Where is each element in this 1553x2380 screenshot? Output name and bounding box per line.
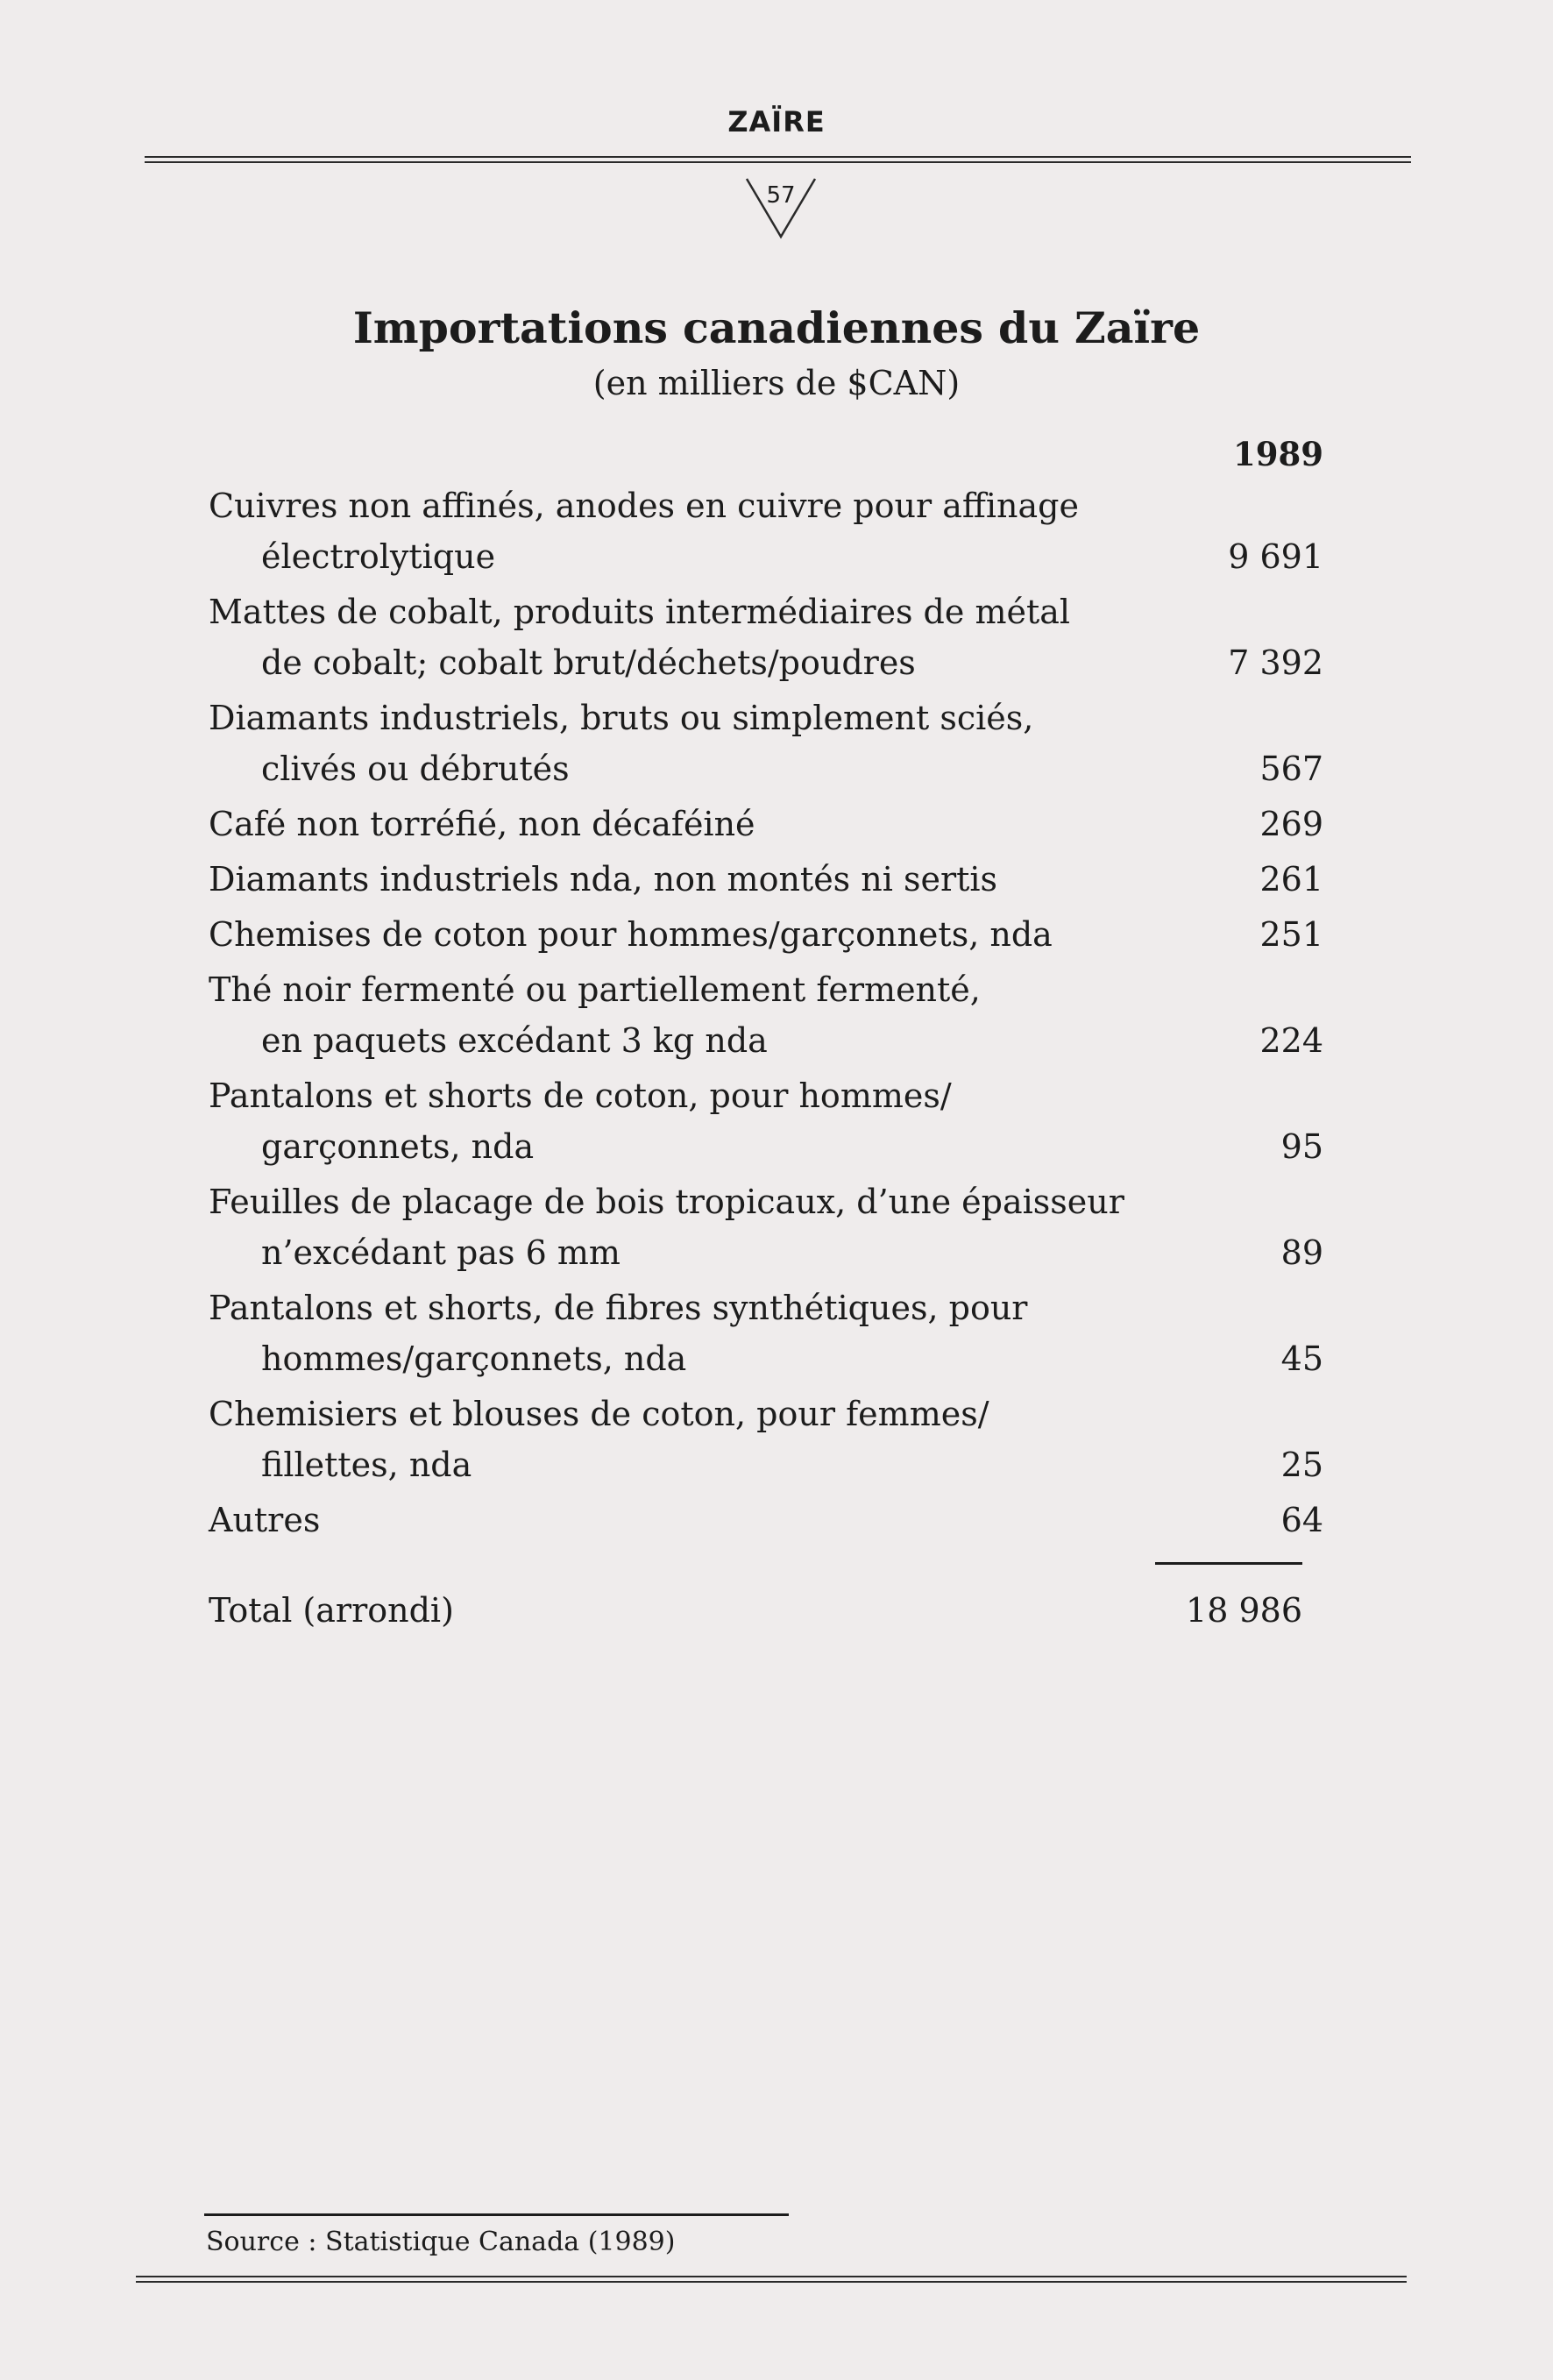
page-number-marker [741, 174, 820, 244]
total-rule [1155, 1562, 1302, 1565]
table-row [209, 1282, 1323, 1384]
row-description [209, 480, 1131, 582]
document-title: Importations canadiennes du Zaïre [352, 302, 1201, 353]
row-description [209, 854, 1131, 905]
row-description [209, 1389, 1131, 1490]
row-description [209, 586, 1131, 688]
row-description [209, 1070, 1131, 1172]
row-description-line1: Café non torréfié, non décaféiné [209, 805, 755, 843]
row-description-line2: clivés ou débrutés [261, 750, 570, 788]
table-row [209, 799, 1323, 849]
row-description-line2: fillettes, nda [261, 1446, 472, 1484]
row-value: 45 [1280, 1339, 1323, 1378]
table-row [209, 586, 1323, 688]
row-description [209, 964, 1131, 1066]
row-description-line1: Cuivres non affinés, anodes en cuivre pour affinage [209, 487, 1079, 525]
footer-rule-1 [136, 2276, 1407, 2277]
row-description-line2: en paquets excédant 3 kg nda [261, 1021, 768, 1060]
table-row [209, 909, 1323, 960]
table-row [209, 1070, 1323, 1172]
row-description [209, 799, 1131, 849]
row-value: 25 [1280, 1446, 1323, 1484]
row-value: 64 [1280, 1501, 1323, 1539]
row-description-line1: Autres [209, 1501, 321, 1539]
footer-rule-2 [136, 2281, 1407, 2283]
row-value: 567 [1259, 750, 1323, 788]
row-description [209, 693, 1131, 794]
table-row [209, 1495, 1323, 1545]
total-label: Total (arrondi) [209, 1591, 454, 1630]
row-description-line2: électrolytique [261, 537, 496, 576]
row-description-line1: Chemises de coton pour hommes/garçonnets, nda [209, 915, 1053, 954]
row-value: 7 392 [1228, 643, 1323, 682]
row-value: 269 [1259, 805, 1323, 843]
row-description [209, 1176, 1131, 1278]
table-row [209, 693, 1323, 794]
source-rule [204, 2213, 789, 2216]
row-description-line1: Thé noir fermenté ou partiellement fermenté, [209, 970, 981, 1009]
row-description-line1: Pantalons et shorts, de fibres synthétiques, pour [209, 1289, 1028, 1327]
row-description-line1: Diamants industriels, bruts ou simplement sciés, [209, 699, 1034, 737]
table-row [209, 480, 1323, 582]
table-row [209, 1389, 1323, 1490]
row-description-line2: n’excédant pas 6 mm [261, 1233, 620, 1272]
row-description-line1: Pantalons et shorts de coton, pour hommes/ [209, 1076, 952, 1115]
row-description-line2: garçonnets, nda [261, 1127, 535, 1166]
row-value: 95 [1280, 1127, 1323, 1166]
table-row [209, 854, 1323, 905]
header-rule-1 [145, 156, 1411, 158]
imports-table [209, 480, 1323, 1545]
document-subtitle: (en milliers de $CAN) [592, 364, 961, 402]
total-row [209, 1591, 1302, 1630]
header-rule-2 [145, 161, 1411, 163]
row-description [209, 1495, 1131, 1545]
row-value: 251 [1259, 915, 1323, 954]
row-description-line1: Mattes de cobalt, produits intermédiaires de métal [209, 593, 1071, 631]
table-row [209, 964, 1323, 1066]
row-value: 224 [1259, 1021, 1323, 1060]
row-value: 89 [1280, 1233, 1323, 1272]
row-value: 9 691 [1228, 537, 1323, 576]
source-note: Source : Statistique Canada (1989) [206, 2227, 676, 2257]
row-description-line2: de cobalt; cobalt brut/déchets/poudres [261, 643, 916, 682]
total-value: 18 986 [1186, 1591, 1302, 1630]
row-description [209, 1282, 1131, 1384]
row-description-line1: Chemisiers et blouses de coton, pour femmes/ [209, 1395, 989, 1433]
page-number: 57 [766, 182, 796, 209]
row-description-line1: Feuilles de placage de bois tropicaux, d’une épaisseur [209, 1183, 1124, 1221]
running-header: ZAÏRE [727, 105, 826, 139]
row-value: 261 [1259, 860, 1323, 899]
year-column-header: 1989 [1233, 435, 1323, 473]
row-description-line1: Diamants industriels nda, non montés ni sertis [209, 860, 998, 899]
table-row [209, 1176, 1323, 1278]
row-description [209, 909, 1131, 960]
row-description-line2: hommes/garçonnets, nda [261, 1339, 687, 1378]
